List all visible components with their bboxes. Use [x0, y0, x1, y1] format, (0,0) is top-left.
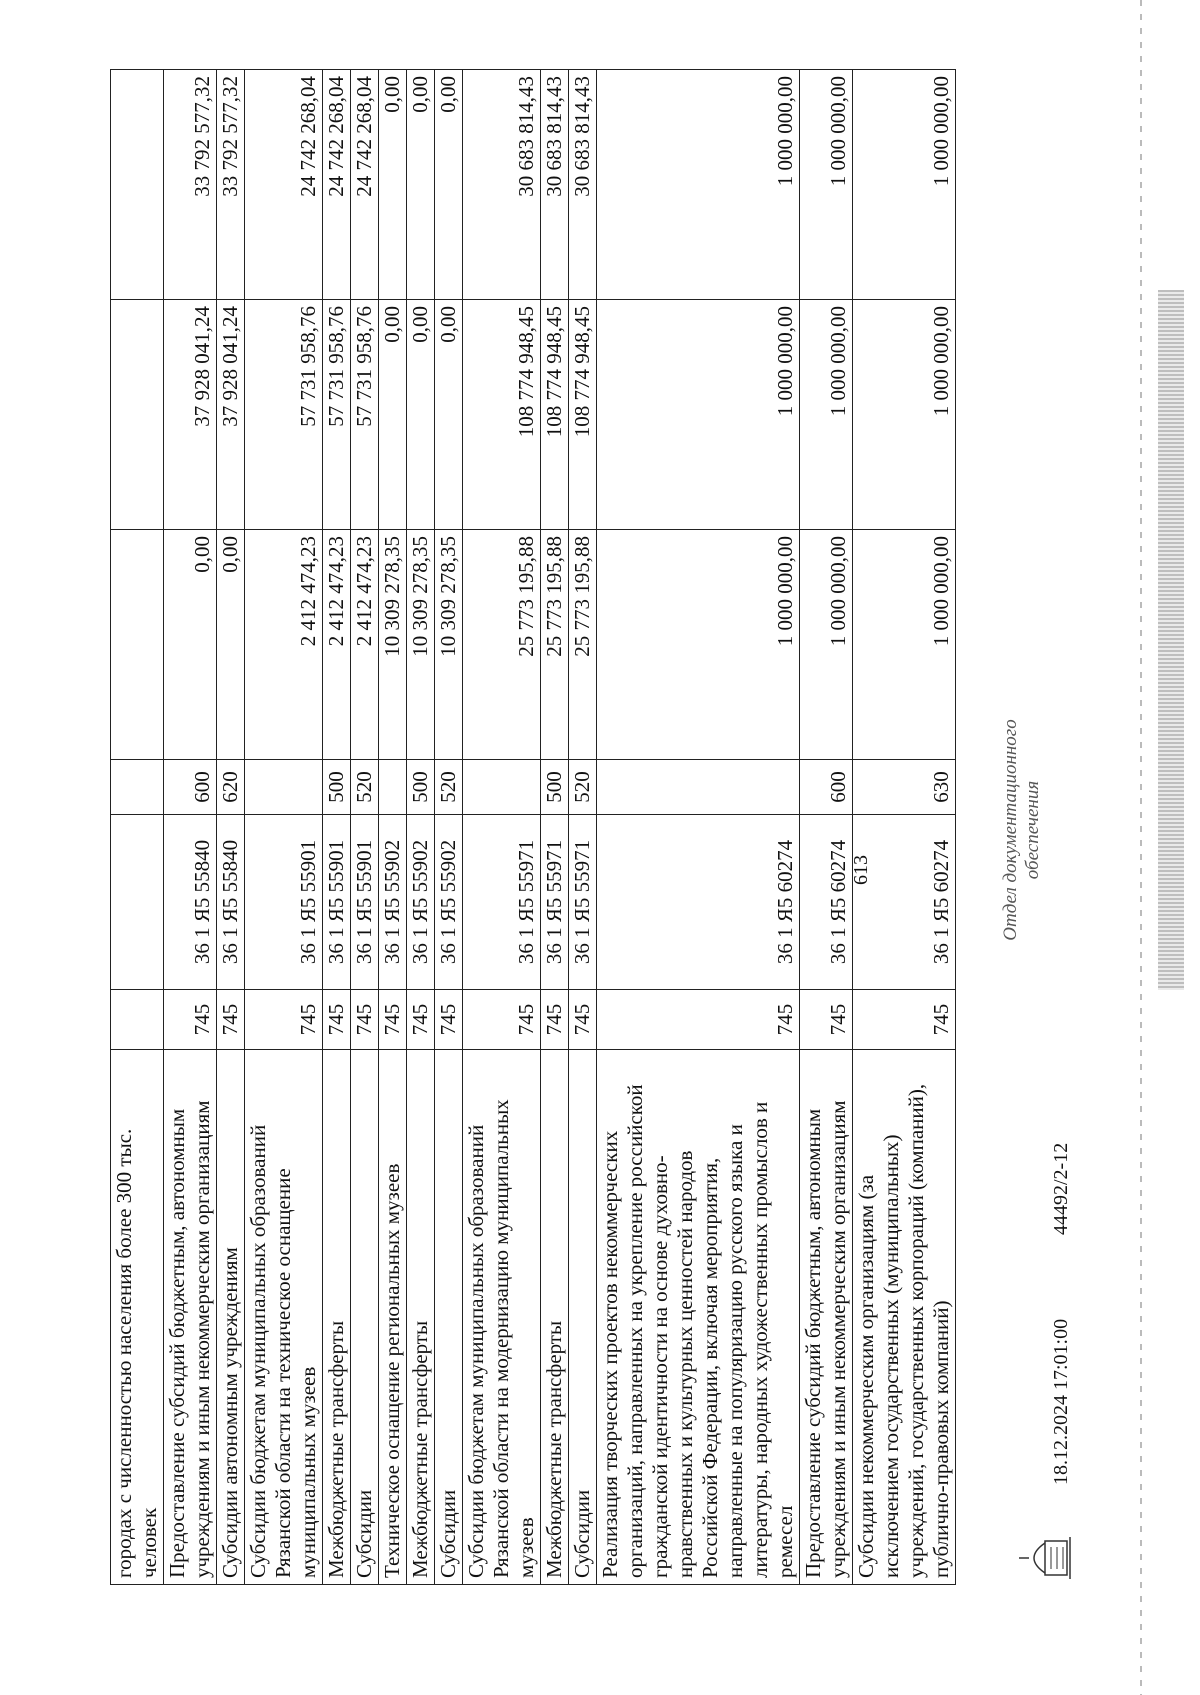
row-gr-code-cell: 745	[597, 990, 800, 1050]
row-target-article-cell: 36 1 Я5 55901	[323, 815, 351, 990]
row-target-article-cell: 36 1 Я5 60274	[597, 815, 800, 990]
row-gr-code-cell: 745	[569, 990, 597, 1050]
row-name-cell: Предоставление субсидий бюджетным, автономным учреждениям и иным некоммерческим организациям	[164, 1050, 217, 1585]
row-expense-type-cell: 520	[351, 760, 379, 815]
row-name-cell: Субсидии бюджетам муниципальных образований Рязанской области на модернизацию муниципальных музеев	[463, 1050, 541, 1585]
row-target-article-cell: 36 1 Я5 55902	[435, 815, 463, 990]
row-name-cell: Межбюджетные трансферты	[323, 1050, 351, 1585]
row-amount-1-cell: 25 773 195,88	[541, 530, 569, 760]
row-amount-2-cell: 57 731 958,76	[323, 300, 351, 530]
row-amount-2-cell: 108 774 948,45	[541, 300, 569, 530]
row-expense-type-cell	[597, 760, 800, 815]
row-amount-2-cell: 37 928 041,24	[217, 300, 245, 530]
row-amount-2-cell: 108 774 948,45	[569, 300, 597, 530]
row-expense-type-cell	[111, 760, 164, 815]
rotated-page	[40, 65, 1160, 1655]
table-row	[435, 70, 463, 1585]
row-expense-type-cell: 520	[569, 760, 597, 815]
table-row	[853, 70, 956, 1585]
row-amount-1-cell: 2 412 474,23	[245, 530, 323, 760]
row-target-article-cell: 36 1 Я5 55971	[569, 815, 597, 990]
row-amount-3-cell: 30 683 814,43	[569, 70, 597, 300]
row-name-cell: Субсидии бюджетам муниципальных образований Рязанской области на техническое оснащение муниципальных музеев	[245, 1050, 323, 1585]
row-target-article-cell: 36 1 Я5 60274	[853, 815, 956, 990]
row-gr-code-cell: 745	[245, 990, 323, 1050]
row-target-article-cell: 36 1 Я5 55901	[351, 815, 379, 990]
table-row	[463, 70, 541, 1585]
budget-table	[110, 69, 956, 1585]
row-amount-1-cell: 25 773 195,88	[463, 530, 541, 760]
row-amount-1-cell: 0,00	[164, 530, 217, 760]
row-amount-2-cell: 1 000 000,00	[597, 300, 800, 530]
row-gr-code-cell: 745	[407, 990, 435, 1050]
row-target-article-cell: 36 1 Я5 55840	[217, 815, 245, 990]
row-amount-3-cell: 24 742 268,04	[245, 70, 323, 300]
row-amount-1-cell	[111, 530, 164, 760]
row-name-cell: Субсидии	[569, 1050, 597, 1585]
row-name-cell: городах с численностью населения более 300 тыс. человек	[111, 1050, 164, 1585]
row-amount-3-cell: 0,00	[379, 70, 407, 300]
row-amount-1-cell: 0,00	[217, 530, 245, 760]
row-name-cell: Субсидии	[351, 1050, 379, 1585]
table-row	[164, 70, 217, 1585]
row-expense-type-cell: 630	[853, 760, 956, 815]
row-amount-2-cell	[111, 300, 164, 530]
row-amount-3-cell: 1 000 000,00	[853, 70, 956, 300]
row-expense-type-cell	[463, 760, 541, 815]
row-gr-code-cell: 745	[379, 990, 407, 1050]
row-gr-code-cell: 745	[435, 990, 463, 1050]
row-expense-type-cell	[379, 760, 407, 815]
row-amount-3-cell: 33 792 577,32	[164, 70, 217, 300]
table-row	[245, 70, 323, 1585]
row-expense-type-cell	[245, 760, 323, 815]
row-amount-1-cell: 2 412 474,23	[351, 530, 379, 760]
stamp-line-2: обеспечения	[1022, 780, 1043, 880]
table-row	[111, 70, 164, 1585]
stamp-line-1: Отдел документационного	[1000, 719, 1021, 941]
row-name-cell: Субсидии	[435, 1050, 463, 1585]
row-amount-3-cell: 30 683 814,43	[541, 70, 569, 300]
row-amount-2-cell: 57 731 958,76	[245, 300, 323, 530]
row-amount-2-cell: 0,00	[379, 300, 407, 530]
row-amount-2-cell: 1 000 000,00	[853, 300, 956, 530]
row-amount-3-cell: 24 742 268,04	[351, 70, 379, 300]
table-row	[379, 70, 407, 1585]
row-name-cell: Субсидии некоммерческим организациям (за исключением государственных (муниципальных) учреждений, государственных корпораций (компаний), публично-правовых компаний)	[853, 1050, 956, 1585]
row-amount-3-cell: 0,00	[407, 70, 435, 300]
row-expense-type-cell: 620	[217, 760, 245, 815]
row-amount-1-cell: 1 000 000,00	[597, 530, 800, 760]
row-amount-3-cell: 1 000 000,00	[597, 70, 800, 300]
page-number: 613	[850, 855, 872, 885]
row-amount-3-cell: 1 000 000,00	[800, 70, 853, 300]
table-row	[569, 70, 597, 1585]
row-amount-2-cell: 0,00	[435, 300, 463, 530]
row-target-article-cell: 36 1 Я5 55902	[407, 815, 435, 990]
row-target-article-cell: 36 1 Я5 60274	[800, 815, 853, 990]
row-amount-1-cell: 25 773 195,88	[569, 530, 597, 760]
row-target-article-cell	[111, 815, 164, 990]
row-gr-code-cell: 745	[541, 990, 569, 1050]
row-name-cell: Субсидии автономным учреждениям	[217, 1050, 245, 1585]
row-name-cell: Предоставление субсидий бюджетным, автономным учреждениям и иным некоммерческим организациям	[800, 1050, 853, 1585]
row-amount-3-cell: 24 742 268,04	[323, 70, 351, 300]
row-amount-3-cell: 33 792 577,32	[217, 70, 245, 300]
coat-of-arms-icon	[1015, 1533, 1075, 1583]
row-expense-type-cell: 500	[541, 760, 569, 815]
footer-date: 18.12.2024 17:01:00	[1050, 1318, 1072, 1485]
scan-side-artifact	[1158, 290, 1184, 990]
table-row	[541, 70, 569, 1585]
row-expense-type-cell: 500	[323, 760, 351, 815]
table-row	[217, 70, 245, 1585]
row-amount-1-cell: 10 309 278,35	[435, 530, 463, 760]
row-amount-3-cell: 0,00	[435, 70, 463, 300]
row-gr-code-cell: 745	[164, 990, 217, 1050]
row-amount-1-cell: 10 309 278,35	[379, 530, 407, 760]
row-gr-code-cell	[111, 990, 164, 1050]
table-row	[800, 70, 853, 1585]
row-name-cell: Межбюджетные трансферты	[541, 1050, 569, 1585]
footer-document-code: 44492/2-12	[1050, 1142, 1072, 1235]
row-amount-3-cell	[111, 70, 164, 300]
table-row	[407, 70, 435, 1585]
row-gr-code-cell: 745	[800, 990, 853, 1050]
row-target-article-cell: 36 1 Я5 55971	[541, 815, 569, 990]
row-name-cell: Техническое оснащение региональных музеев	[379, 1050, 407, 1585]
row-expense-type-cell: 500	[407, 760, 435, 815]
row-gr-code-cell: 745	[323, 990, 351, 1050]
table-row	[323, 70, 351, 1585]
row-amount-3-cell: 30 683 814,43	[463, 70, 541, 300]
row-target-article-cell: 36 1 Я5 55971	[463, 815, 541, 990]
row-target-article-cell: 36 1 Я5 55840	[164, 815, 217, 990]
row-amount-1-cell: 1 000 000,00	[853, 530, 956, 760]
row-amount-1-cell: 1 000 000,00	[800, 530, 853, 760]
table-row	[351, 70, 379, 1585]
row-target-article-cell: 36 1 Я5 55901	[245, 815, 323, 990]
row-expense-type-cell: 600	[164, 760, 217, 815]
row-target-article-cell: 36 1 Я5 55902	[379, 815, 407, 990]
table-row	[597, 70, 800, 1585]
row-gr-code-cell: 745	[217, 990, 245, 1050]
row-gr-code-cell: 745	[351, 990, 379, 1050]
row-amount-2-cell: 1 000 000,00	[800, 300, 853, 530]
row-gr-code-cell: 745	[853, 990, 956, 1050]
row-amount-2-cell: 108 774 948,45	[463, 300, 541, 530]
row-name-cell: Межбюджетные трансферты	[407, 1050, 435, 1585]
row-amount-2-cell: 37 928 041,24	[164, 300, 217, 530]
row-expense-type-cell: 600	[800, 760, 853, 815]
row-amount-2-cell: 0,00	[407, 300, 435, 530]
row-name-cell: Реализация творческих проектов некоммерческих организаций, направленных на укрепление российской гражданской идентичности на основе духовно-нравственных и культурных ценностей народов Российской Федерации, включая мероприятия, направленные на популяризацию русского языка и литературы, народных художественных промыслов и ремесел	[597, 1050, 800, 1585]
row-gr-code-cell: 745	[463, 990, 541, 1050]
row-expense-type-cell: 520	[435, 760, 463, 815]
department-stamp	[1000, 665, 1044, 995]
row-amount-2-cell: 57 731 958,76	[351, 300, 379, 530]
row-amount-1-cell: 2 412 474,23	[323, 530, 351, 760]
row-amount-1-cell: 10 309 278,35	[407, 530, 435, 760]
